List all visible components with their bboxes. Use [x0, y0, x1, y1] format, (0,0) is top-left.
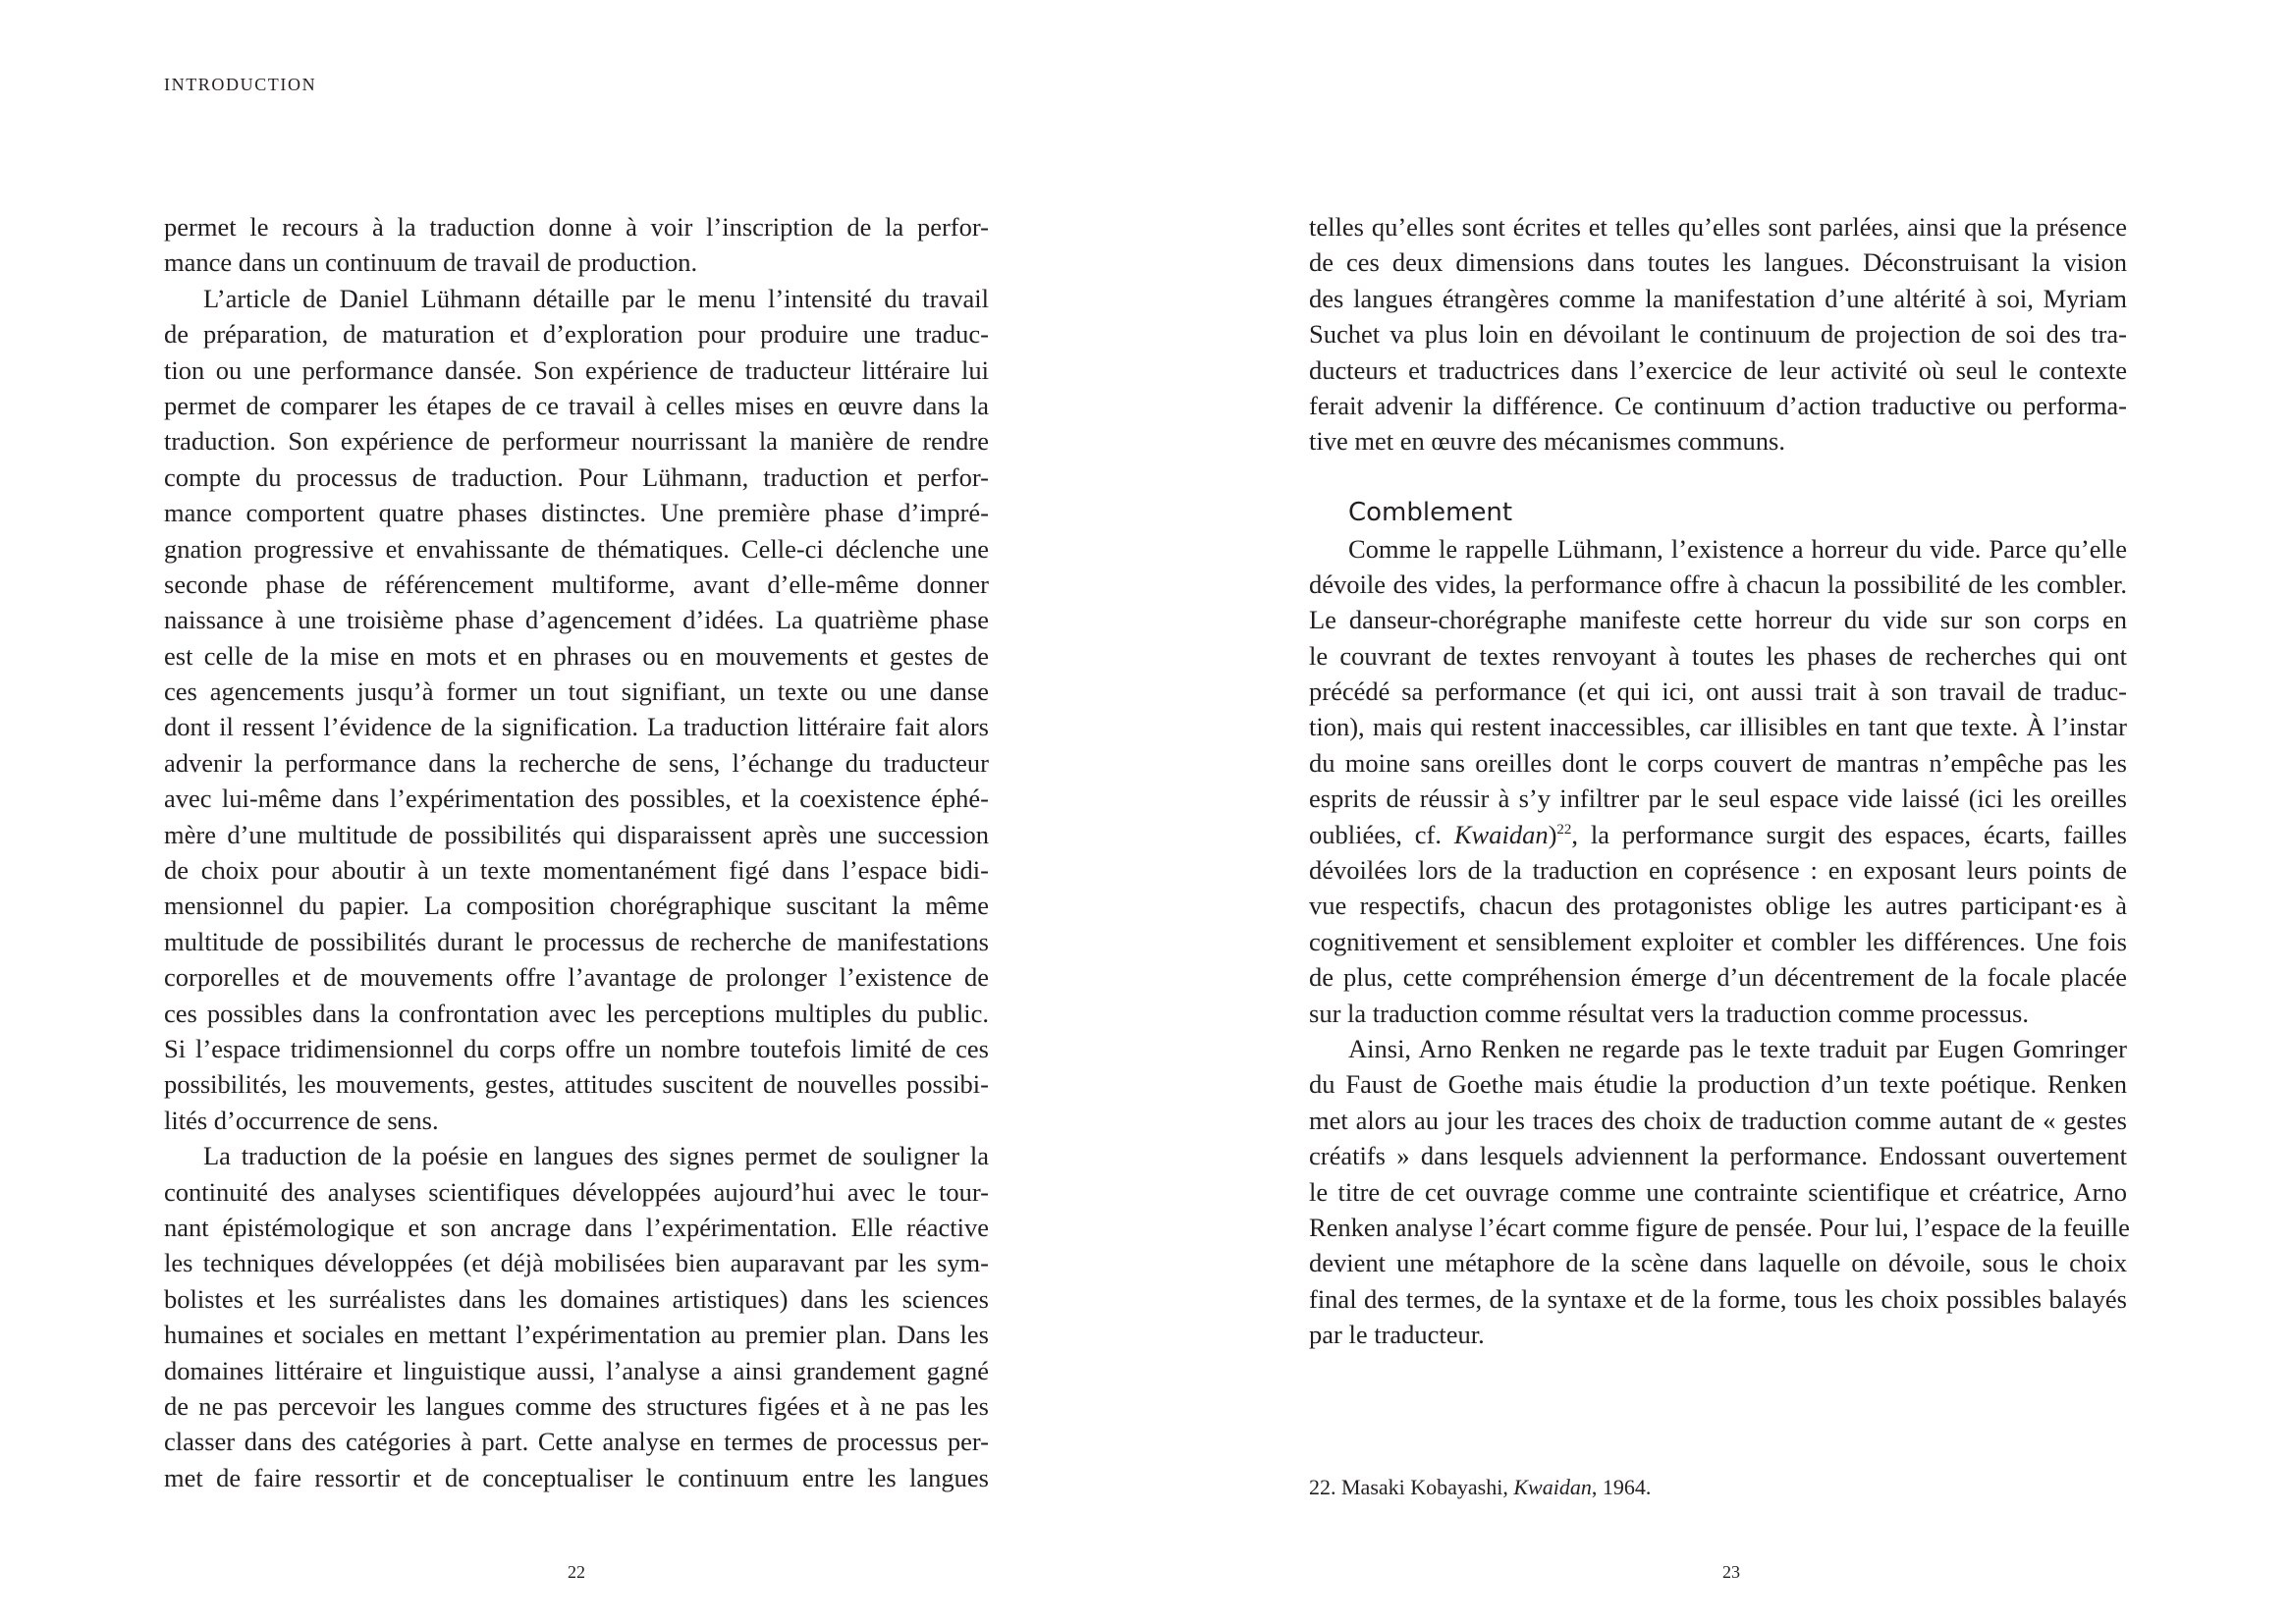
footnote-title: Kwaidan	[1513, 1475, 1592, 1499]
section-spacer	[1309, 460, 2127, 495]
paragraph-line: La traduction de la poésie en langues des signes permet de souligner la	[203, 1141, 989, 1171]
footnote-22: 22. Masaki Kobayashi, Kwaidan, 1964.	[1309, 1475, 1652, 1499]
paragraph-line: ducteurs et traductrices dans l’exercice de leur activité où seul le contexte	[1309, 354, 2127, 385]
paragraph-line: le couvrant de textes renvoyant à toutes les phases de recherches qui ont	[1309, 640, 2127, 671]
paragraph-line: multitude de possibilités durant le processus de recherche de manifestations	[164, 926, 989, 956]
paragraph-2-continued	[1309, 852, 2127, 1031]
paragraph-line: Renken analyse l’écart comme figure de pensée. Pour lui, l’espace de la feuille	[1309, 1212, 2130, 1242]
paragraph-line: domaines littéraire et linguistique aussi, l’analyse a ainsi grandement gagné	[164, 1355, 989, 1385]
paragraph-line: gnation progressive et envahissante de thématiques. Celle-ci déclenche une	[164, 533, 989, 564]
paragraph-line: tion ou une performance dansée. Son expérience de traducteur littéraire lui	[164, 354, 989, 385]
paragraph-line: classer dans des catégories à part. Cette analyse en termes de processus per-	[164, 1427, 989, 1457]
paragraph-line: mensionnel du papier. La composition chorégraphique suscitant la même	[164, 891, 989, 921]
section-heading: Comblement	[1348, 498, 1513, 528]
paragraph-line: met alors au jour les traces des choix de traduction comme autant de « gestes	[1309, 1105, 2127, 1135]
paragraph-line: mère d’une multitude de possibilités qui disparaissent après une succession	[164, 819, 989, 849]
paragraph-line: tion), mais qui restent inaccessibles, car illisibles en tant que texte. À l’instar	[1309, 712, 2127, 742]
page-number-left: 22	[568, 1562, 585, 1582]
film-title: Kwaidan	[1453, 819, 1549, 849]
paragraph-line: Le danseur-chorégraphe manifeste cette horreur du vide sur son corps en	[1309, 605, 2127, 635]
page-number-right: 23	[1722, 1562, 1740, 1582]
paragraph-line: sur la traduction comme résultat vers la traduction comme processus.	[1309, 998, 2029, 1028]
paragraph-line: dévoile des vides, la performance offre à chacun la possibilité de les combler.	[1309, 568, 2127, 599]
paragraph-line: Si l’espace tridimensionnel du corps offre un nombre toutefois limité de ces	[164, 1033, 989, 1063]
paragraph-line: le titre de cet ouvrage comme une contrainte scientifique et créatrice, Arno	[1309, 1176, 2127, 1207]
paragraph-line: met de faire ressortir et de conceptualiser le continuum entre les langues	[164, 1462, 989, 1492]
paragraph-line: créatifs » dans lesquels adviennent la performance. Endossant ouvertement	[1309, 1141, 2127, 1171]
running-head: INTRODUCTION	[164, 75, 317, 94]
paragraph-line: devient une métaphore de la scène dans laquelle on dévoile, sous le choix	[1309, 1248, 2127, 1278]
paragraph-line: permet le recours à la traduction donne à voir l’inscription de la perfor-	[164, 212, 989, 242]
paragraph-line: corporelles et de mouvements offre l’avantage de prolonger l’existence de	[164, 962, 989, 993]
paragraph-line: possibilités, les mouvements, gestes, attitudes suscitent de nouvelles possibi-	[164, 1069, 989, 1100]
paragraph-line: vue respectifs, chacun des protagonistes oblige les autres participant·es à	[1309, 891, 2127, 921]
paragraph-line: nant épistémologique et son ancrage dans l’expérimentation. Elle réactive	[164, 1212, 989, 1242]
paragraph-2	[1309, 531, 2127, 817]
paragraph-line: advenir la performance dans la recherche de sens, l’échange du traducteur	[164, 747, 989, 778]
paragraph-line: précédé sa performance (et qui ici, ont aussi trait à son travail de traduc-	[1309, 677, 2127, 707]
paragraph-line: dont il ressent l’évidence de la signification. La traduction littéraire fait alors	[164, 712, 989, 742]
right-page-body	[1309, 209, 2130, 1353]
paragraph-line: de ne pas percevoir les langues comme des structures figées et à ne pas les	[164, 1390, 989, 1421]
paragraph-line: Comme le rappelle Lühmann, l’existence a horreur du vide. Parce qu’elle	[1348, 533, 2127, 564]
paragraph-line: lités d’occurrence de sens.	[164, 1105, 439, 1135]
paragraph-line: des langues étrangères comme la manifestation d’une altérité à soi, Myriam	[1309, 283, 2127, 313]
paragraph-line: de préparation, de maturation et d’exploration pour produire une traduc-	[164, 319, 989, 350]
paragraph-line: naissance à une troisième phase d’agencement d’idées. La quatrième phase	[164, 605, 989, 635]
paragraph-line: ces possibles dans la confrontation avec les perceptions multiples du public.	[164, 998, 989, 1028]
paragraph-line: dévoilées lors de la traduction en coprésence : en exposant leurs points de	[1309, 855, 2127, 886]
footnote-number: 22.	[1309, 1475, 1336, 1499]
paragraph-line: continuité des analyses scientifiques développées aujourd’hui avec le tour-	[164, 1176, 989, 1207]
paragraph-line: ferait advenir la différence. Ce continuum d’action traductive ou performa-	[1309, 390, 2127, 420]
paragraph-1	[1309, 209, 2127, 460]
paragraph-line: cognitivement et sensiblement exploiter et combler les différences. Une fois	[1309, 926, 2127, 956]
paragraph-line: seconde phase de référencement multiforme, avant d’elle-même donner	[164, 568, 989, 599]
paragraph-line: mance comportent quatre phases distinctes. Une première phase d’impré-	[164, 498, 989, 528]
paragraph-line: les techniques développées (et déjà mobilisées bien auparavant par les sym-	[164, 1248, 989, 1278]
paragraph-line: final des termes, de la syntaxe et de la forme, tous les choix possibles balayés	[1309, 1283, 2127, 1314]
paragraph-line: Suchet va plus loin en dévoilant le continuum de projection de soi des tra-	[1309, 319, 2127, 350]
paragraph-line: telles qu’elles sont écrites et telles qu’elles sont parlées, ainsi que la présence	[1309, 212, 2127, 242]
footnote-reference[interactable]: 22	[1556, 821, 1572, 838]
paragraph-line: mance dans un continuum de travail de production.	[164, 247, 698, 278]
paragraph-line-with-note: oubliées, cf. Kwaidan)$^{22}$, la performance surgit des espaces, écarts, failles	[1309, 819, 2127, 849]
paragraph-line: compte du processus de traduction. Pour Lühmann, traduction et perfor-	[164, 461, 989, 492]
paragraph-line: L’article de Daniel Lühmann détaille par le menu l’intensité du travail	[203, 283, 989, 313]
paragraph-line: de plus, cette compréhension émerge d’un décentrement de la focale placée	[1309, 962, 2127, 993]
paragraph-line: ces agencements jusqu’à former un tout signifiant, un texte ou une danse	[164, 677, 989, 707]
paragraph-line: traduction. Son expérience de performeur nourrissant la manière de rendre	[164, 426, 989, 457]
paragraph-line: permet de comparer les étapes de ce travail à celles mises en œuvre dans la	[164, 390, 989, 420]
paragraph-line: de choix pour aboutir à un texte momentanément figé dans l’espace bidi-	[164, 855, 989, 886]
paragraph-3	[1309, 1031, 2130, 1353]
paragraph-line: Ainsi, Arno Renken ne regarde pas le texte traduit par Eugen Gomringer	[1348, 1033, 2127, 1063]
paragraph-line: du Faust de Goethe mais étudie la production d’un texte poétique. Renken	[1309, 1069, 2127, 1100]
paragraph-line: de ces deux dimensions dans toutes les langues. Déconstruisant la vision	[1309, 247, 2127, 278]
paragraph-line: par le traducteur.	[1309, 1320, 1485, 1350]
paragraph-line: avec lui-même dans l’expérimentation des possibles, et la coexistence éphé-	[164, 784, 989, 814]
paragraph-line: du moine sans oreilles dont le corps couvert de mantras n’empêche pas les	[1309, 747, 2127, 778]
paragraph-line: esprits de réussir à s’y infiltrer par le seul espace vide laissé (ici les oreilles	[1309, 784, 2127, 814]
paragraph-line: bolistes et les surréalistes dans les domaines artistiques) dans les sciences	[164, 1283, 989, 1314]
paragraph-line: tive met en œuvre des mécanismes communs.	[1309, 426, 1785, 457]
paragraph-line: est celle de la mise en mots et en phrases ou en mouvements et gestes de	[164, 640, 989, 671]
left-page-body	[164, 209, 989, 1495]
paragraph-line: humaines et sociales en mettant l’expérimentation au premier plan. Dans les	[164, 1320, 989, 1350]
